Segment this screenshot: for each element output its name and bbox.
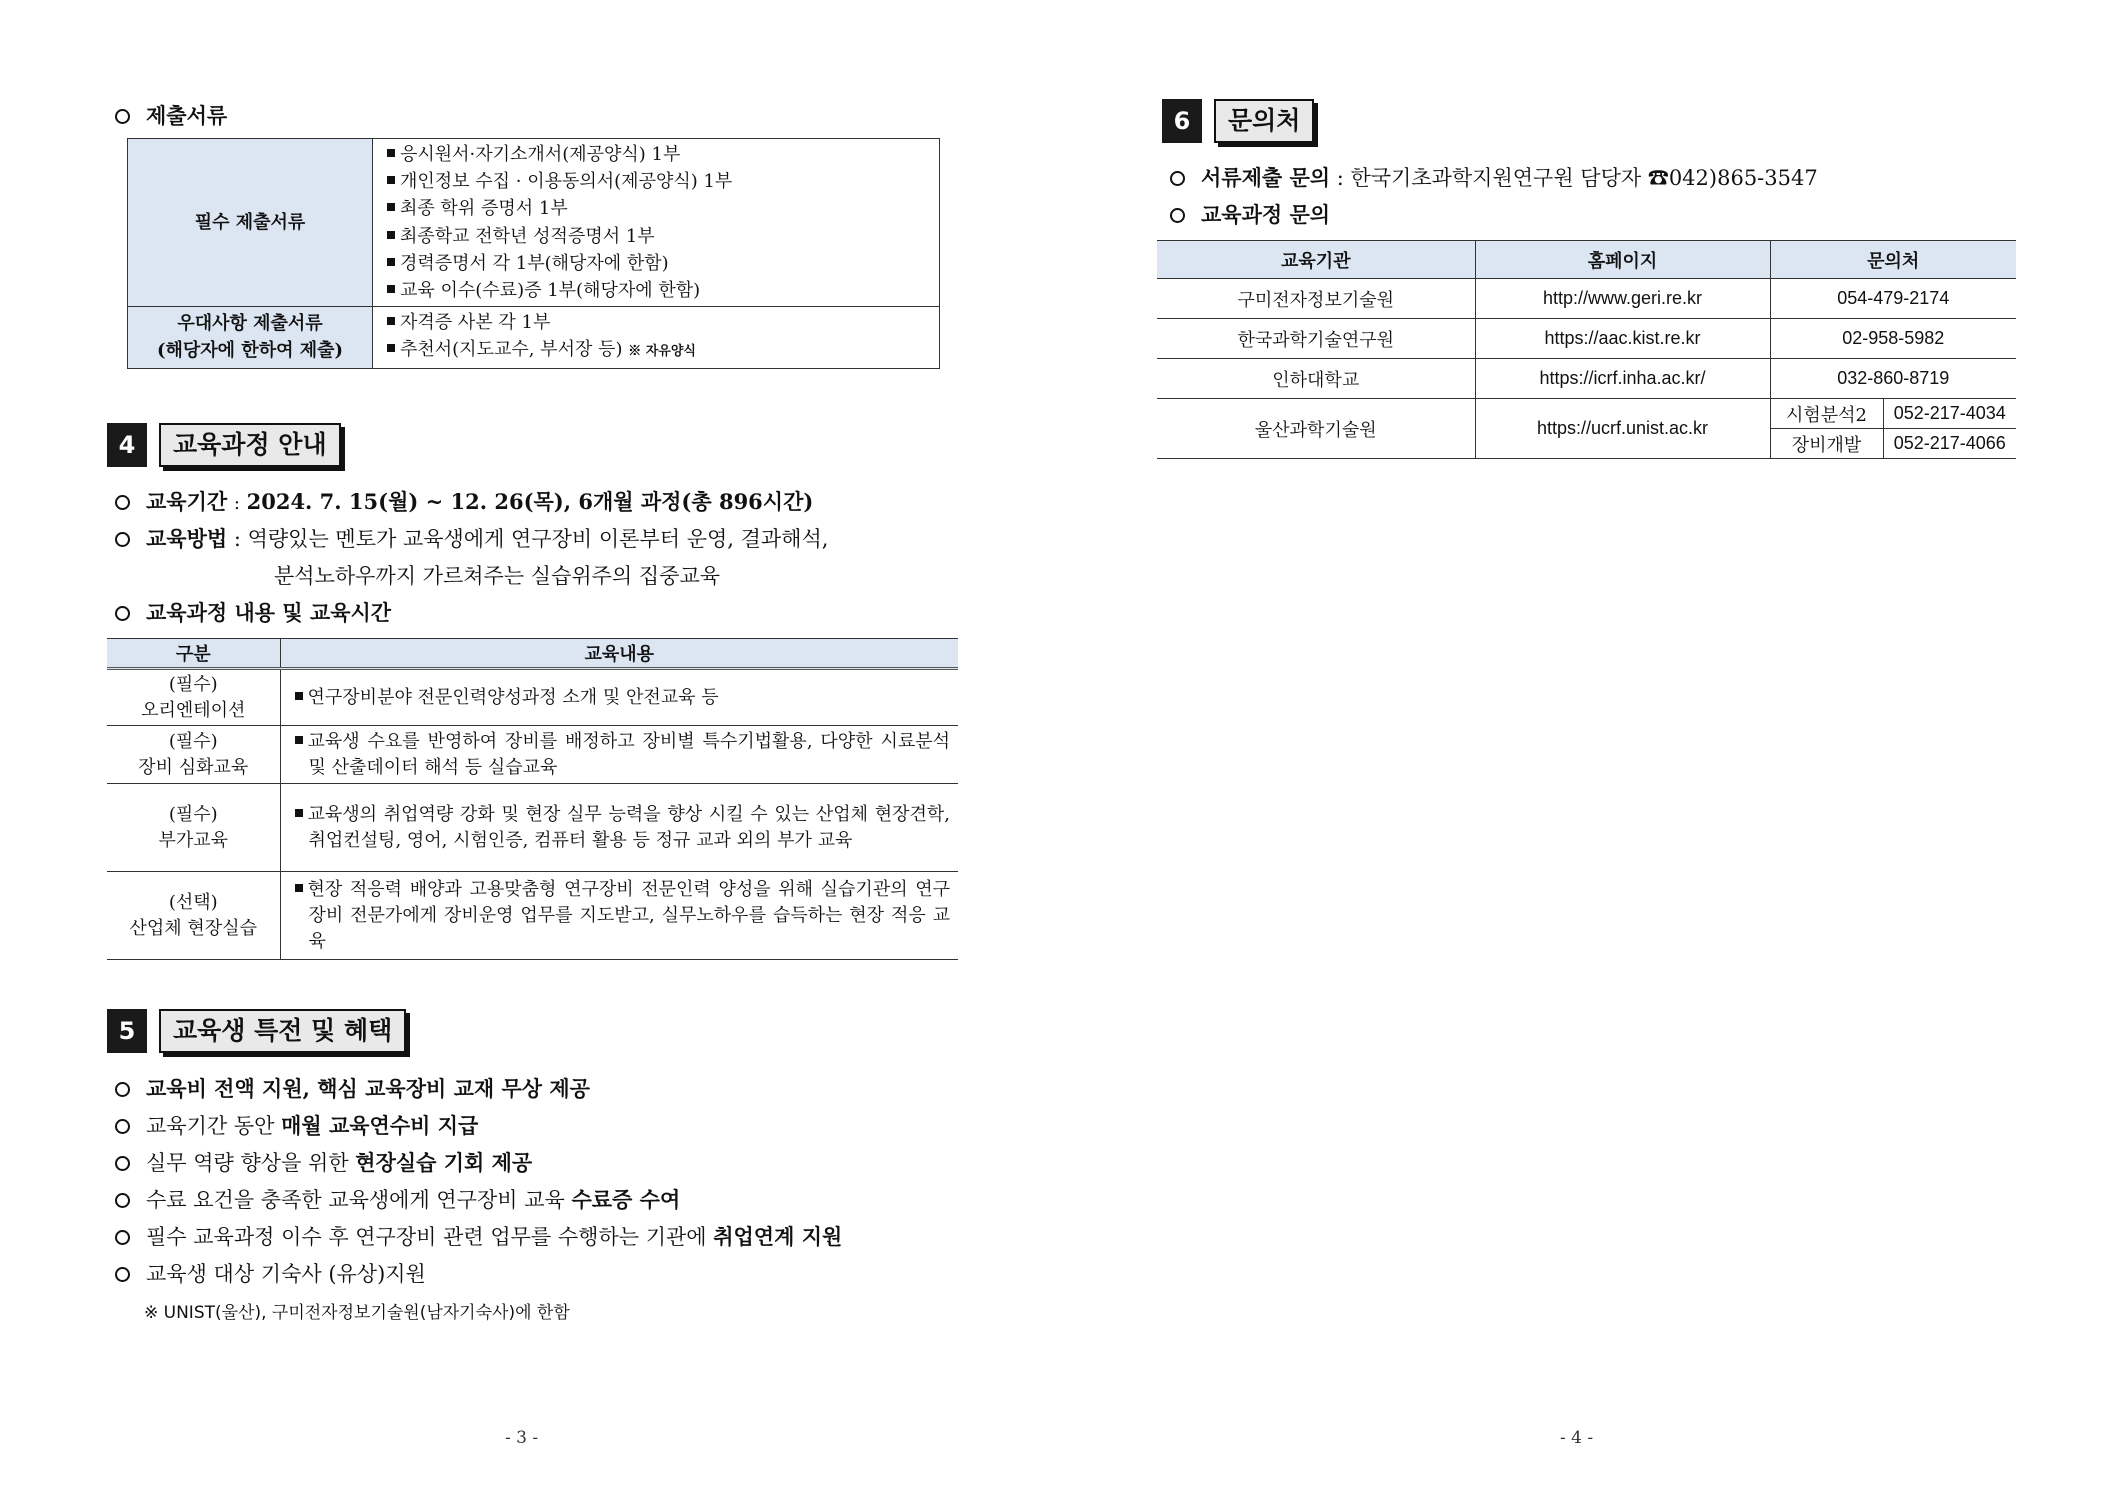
square-bullet-icon [295,692,303,700]
circle-bullet-icon [115,1119,130,1134]
content-heading: 교육과정 내용 및 교육시간 [115,597,391,627]
documents-table [127,138,940,369]
course-inquiry-line: 교육과정 문의 [1170,199,1330,229]
benefit-item: 교육기간 동안 매월 교육연수비 지급 [115,1110,478,1140]
method-line-2: 분석노하우까지 가르쳐주는 실습위주의 집중교육 [274,564,721,588]
circle-bullet-icon [115,1082,130,1097]
course-type: (선택) 산업체 현장실습 [107,872,280,960]
table-row [1157,319,2016,359]
method-line: 교육방법 : 역량있는 멘토가 교육생에게 연구장비 이론부터 운영, 결과해석, [115,523,828,553]
circle-bullet-icon [115,1230,130,1245]
course-type: (필수) 장비 심화교육 [107,726,280,784]
table-row [107,669,958,726]
benefit-item: 필수 교육과정 이수 후 연구장비 관련 업무를 수행하는 기관에 취업연계 지원 [115,1221,842,1251]
square-bullet-icon [387,231,395,239]
required-docs-list [373,139,940,307]
square-bullet-icon [387,176,395,184]
table-row [1157,399,2016,429]
section-title: 교육과정 안내 [159,423,341,467]
column-header: 교육기관 [1157,241,1475,279]
course-content: 교육생의 취업역량 강화 및 현장 실무 능력을 향상 시킬 수 있는 산업체 현장견학, 취업컨설팅, 영어, 시험인증, 컴퓨터 활용 등 정규 교과 외의 부가 교육 [280,784,958,872]
table-row [107,872,958,960]
table-row [1157,279,2016,319]
table-row [107,726,958,784]
square-bullet-icon [387,317,395,325]
course-content: 연구장비분야 전문인력양성과정 소개 및 안전교육 등 [280,669,958,726]
benefit-item: 실무 역량 향상을 위한 현장실습 기회 제공 [115,1147,532,1177]
page-number: - 3 - [505,1428,539,1448]
submit-inquiry-line: 서류제출 문의 : 한국기초과학지원연구원 담당자 ☎042)865-3547 [1170,162,1818,192]
preferred-docs-label: 우대사항 제출서류 (해당자에 한하여 제출) [128,307,373,368]
circle-bullet-icon [115,495,130,510]
circle-bullet-icon [115,1267,130,1282]
docs-heading: 제출서류 [115,100,227,130]
table-row [107,784,958,872]
list-item: 최종학교 전학년 성적증명서 1부 [387,223,929,250]
column-header: 구분 [107,639,280,669]
org-phone: 052-217-4034 [1883,399,2016,429]
column-header: 홈페이지 [1475,241,1770,279]
page-4 [1052,0,2105,1488]
section-number: 5 [107,1009,147,1053]
org-phone: 054-479-2174 [1770,279,2016,319]
preferred-note: ※ 자유양식 [628,344,696,360]
contact-dept: 시험분석2 [1770,399,1883,429]
org-phone: 052-217-4066 [1883,429,2016,459]
section-title: 교육생 특전 및 혜택 [159,1009,406,1053]
list-item: 경력증명서 각 1부(해당자에 한함) [387,250,929,277]
table-row [128,307,940,368]
course-type: (필수) 오리엔테이션 [107,669,280,726]
square-bullet-icon [295,736,303,744]
table-header-row [107,639,958,669]
benefit-item: 수료 요건을 충족한 교육생에게 연구장비 교육 수료증 수여 [115,1184,680,1214]
required-docs-label: 필수 제출서류 [128,139,373,307]
list-item: 추천서(지도교수, 부서장 등) ※ 자유양식 [387,336,929,365]
course-content: 현장 적응력 배양과 고용맞춤형 연구장비 전문인력 양성을 위해 실습기관의 연구장비 전문가에게 장비운영 업무를 지도받고, 실무노하우를 습득하는 현장 적응 교육 [280,872,958,960]
section-number: 4 [107,423,147,467]
page-3 [0,0,1052,1488]
contact-dept: 장비개발 [1770,429,1883,459]
org-name: 울산과학기술원 [1157,399,1475,459]
period-line: 교육기간 : 2024. 7. 15(월) ~ 12. 26(목), 6개월 과정(총 896시간) [115,486,813,516]
list-item: 교육 이수(수료)증 1부(해당자에 한함) [387,277,929,304]
square-bullet-icon [295,884,303,892]
list-item: 응시원서·자기소개서(제공양식) 1부 [387,141,929,168]
org-url[interactable]: https://aac.kist.re.kr [1475,319,1770,359]
square-bullet-icon [387,285,395,293]
preferred-docs-list [373,307,940,368]
square-bullet-icon [387,203,395,211]
list-item: 최종 학위 증명서 1부 [387,195,929,222]
benefit-item: 교육생 대상 기숙사 (유상)지원 [115,1258,426,1288]
circle-bullet-icon [115,532,130,547]
circle-bullet-icon [1170,208,1185,223]
curriculum-table [107,638,958,960]
org-url[interactable]: https://ucrf.unist.ac.kr [1475,399,1770,459]
section-title: 문의처 [1214,99,1314,143]
square-bullet-icon [387,344,395,352]
square-bullet-icon [295,809,303,817]
dormitory-note: ※ UNIST(울산), 구미전자정보기술원(남자기숙사)에 한함 [144,1303,570,1323]
circle-bullet-icon [115,1193,130,1208]
org-url[interactable]: https://icrf.inha.ac.kr/ [1475,359,1770,399]
column-header: 교육내용 [280,639,958,669]
section-number: 6 [1162,99,1202,143]
org-name: 인하대학교 [1157,359,1475,399]
org-url[interactable]: http://www.geri.re.kr [1475,279,1770,319]
column-header: 문의처 [1770,241,2016,279]
org-phone: 02-958-5982 [1770,319,2016,359]
list-item: 개인정보 수집 · 이용동의서(제공양식) 1부 [387,168,929,195]
course-type: (필수) 부가교육 [107,784,280,872]
org-name: 구미전자정보기술원 [1157,279,1475,319]
course-content: 교육생 수요를 반영하여 장비를 배정하고 장비별 특수기법활용, 다양한 시료분석 및 산출데이터 해석 등 실습교육 [280,726,958,784]
contact-table [1157,240,2016,459]
list-item: 자격증 사본 각 1부 [387,309,929,336]
circle-bullet-icon [115,1156,130,1171]
square-bullet-icon [387,149,395,157]
page-number: - 4 - [1560,1428,1594,1448]
circle-bullet-icon [115,109,130,124]
benefit-item: 교육비 전액 지원, 핵심 교육장비 교재 무상 제공 [115,1073,590,1103]
table-row [1157,359,2016,399]
table-row [128,139,940,307]
square-bullet-icon [387,258,395,266]
circle-bullet-icon [1170,171,1185,186]
circle-bullet-icon [115,606,130,621]
org-phone: 032-860-8719 [1770,359,2016,399]
table-header-row [1157,241,2016,279]
org-name: 한국과학기술연구원 [1157,319,1475,359]
